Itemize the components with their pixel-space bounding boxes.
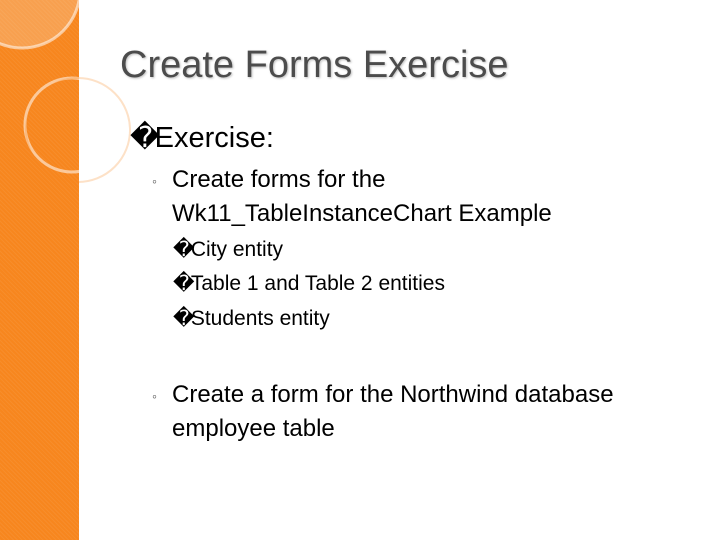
decorative-circles: [0, 0, 130, 200]
bullet-level1-text: Exercise:: [154, 122, 274, 154]
bullet-level1: [130, 120, 274, 155]
sub-bullet-text: Students entity: [190, 307, 330, 330]
bullet-item-northwind: [152, 378, 614, 446]
bullet-glyph: �: [173, 307, 195, 330]
bullet-glyph: �: [130, 122, 160, 154]
sub-bullet-text: Table 1 and Table 2 entities: [190, 272, 445, 295]
bullet-item-text-line: Create forms for the: [172, 166, 386, 193]
bullet-item-text-line: Create a form for the Northwind database: [172, 381, 614, 408]
bullet-item-forms: [152, 163, 552, 231]
bullet-glyph: �: [173, 272, 195, 295]
sub-bullet-students: [173, 302, 330, 336]
sub-bullet-city: [173, 233, 283, 267]
bullet-glyph: ◦: [152, 173, 157, 189]
bullet-item-text-line: employee table: [172, 415, 335, 442]
bullet-glyph: ◦: [152, 388, 157, 404]
bullet-glyph: �: [173, 238, 195, 261]
bullet-item-text-line: Wk11_TableInstanceChart Example: [172, 200, 552, 227]
slide-title: Create Forms Exercise: [120, 44, 509, 86]
sub-bullet-text: City entity: [190, 238, 284, 261]
sub-bullet-tables: [173, 267, 445, 301]
